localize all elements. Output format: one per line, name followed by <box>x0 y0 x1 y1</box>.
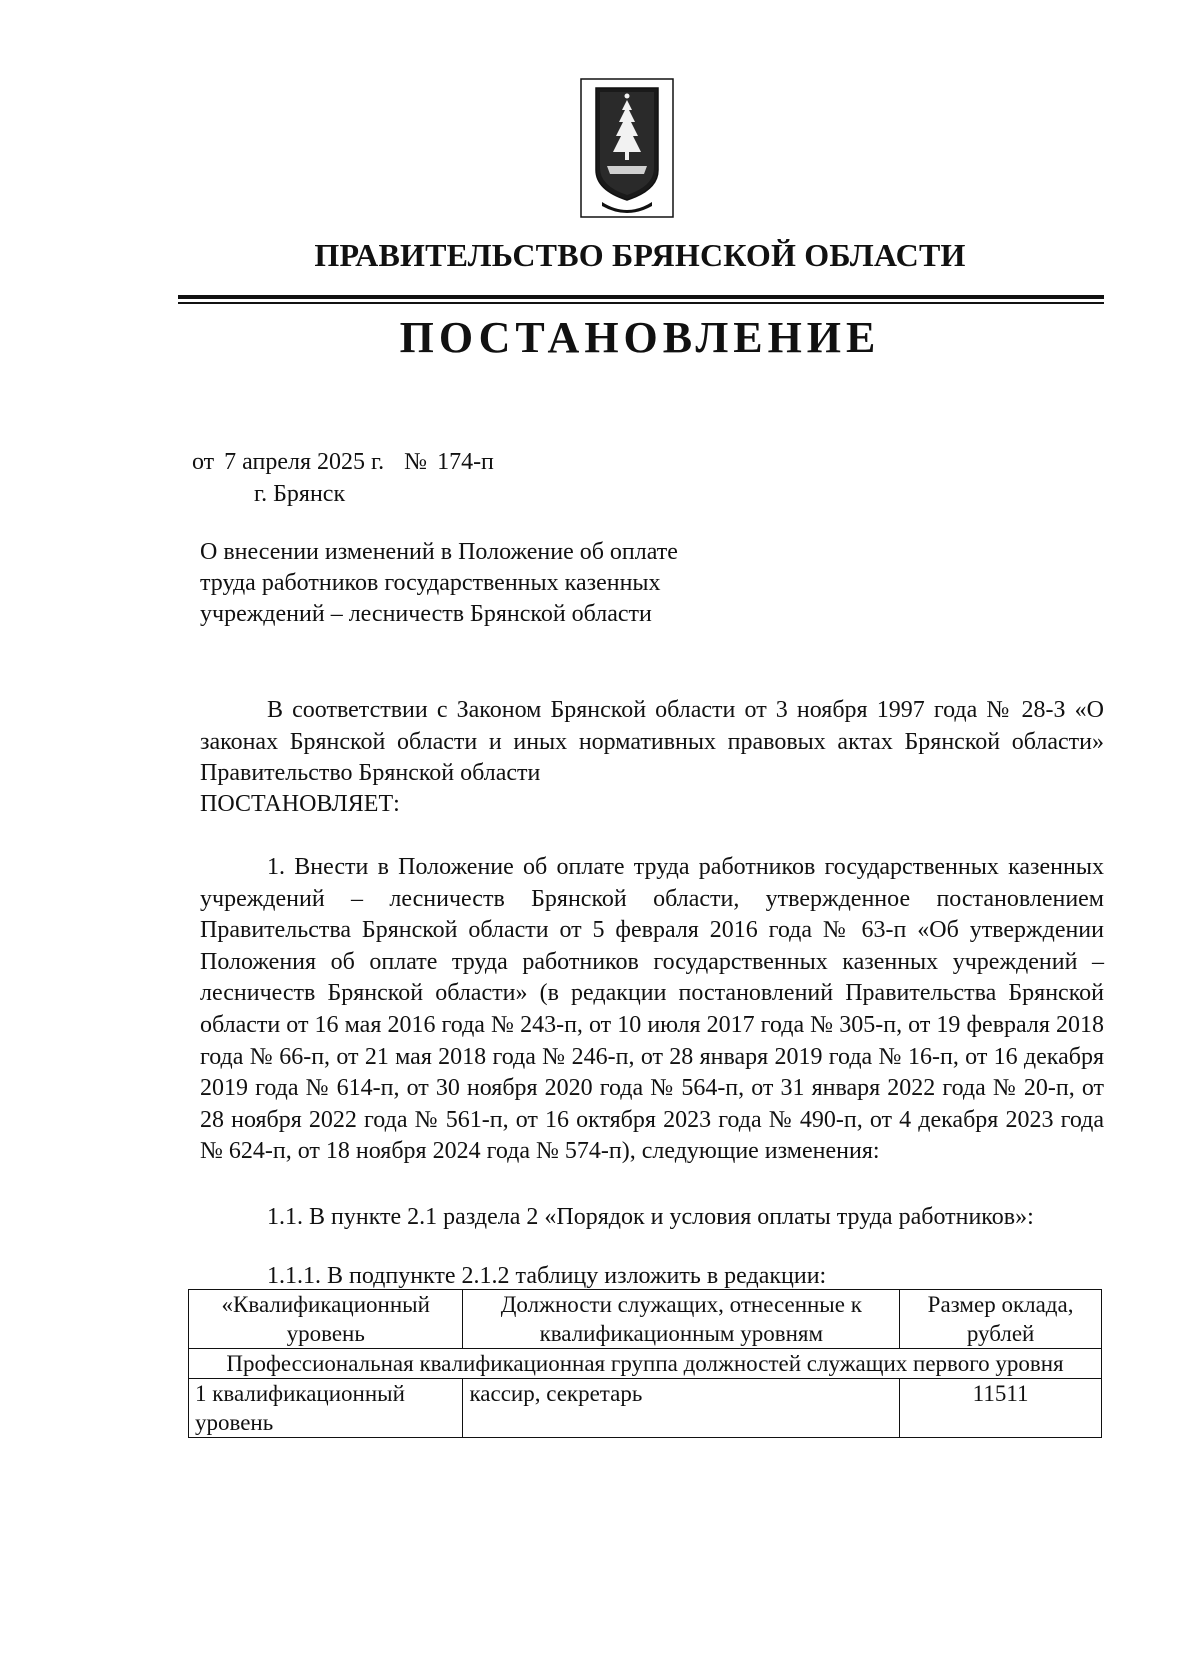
organization-name: ПРАВИТЕЛЬСТВО БРЯНСКОЙ ОБЛАСТИ <box>314 237 966 273</box>
document-city: г. Брянск <box>254 481 346 507</box>
table-header-cell: Размер оклада, рублей <box>900 1290 1102 1349</box>
paragraph-item-1-1: 1.1. В пункте 2.1 раздела 2 «Порядок и условия оплаты труда работников»: <box>267 1204 1034 1230</box>
table-cell-salary: 11511 <box>900 1379 1102 1438</box>
table-cell-positions: кассир, секретарь <box>463 1379 900 1438</box>
document-date: 7 апреля 2025 г. <box>224 449 385 475</box>
table-group-row <box>189 1349 1102 1379</box>
table-header-row <box>189 1290 1102 1349</box>
table-cell-level: 1 квалификационный уровень <box>189 1379 463 1438</box>
document-number: 174-п <box>437 449 494 475</box>
subject-line: труда работников государственных казенных <box>200 570 661 596</box>
document-meta <box>192 446 494 510</box>
paragraph-decree: ПОСТАНОВЛЯЕТ: <box>200 791 400 817</box>
date-prefix: от <box>192 449 215 475</box>
document-type: ПОСТАНОВЛЕНИЕ <box>399 313 881 362</box>
paragraph-item-1: 1. Внести в Положение об оплате труда работников государственных казенных учреждений – лесничеств Брянской области, утвержденное постановлением Правительства Брянской области от 5 февраля 2016 года № 63-п «Об утверждении Положения об оплате труда работников государственных казенных учреждений – лесничеств Брянской области» (в редакции постановлений Правительства Брянской области от 16 мая 2016 года № 243-п, от 10 июля 2017 года № 305-п, от 19 февраля 2018 года № 66-п, от 21 мая 2018 года № 246-п, от 28 января 2019 года № 16-п, от 16 декабря 2019 года № 614-п, от 30 ноября 2020 года № 564-п, от 31 января 2022 года № 20-п, от 28 ноября 2022 года № 561-п, от 16 октября 2023 года № 490-п, от 4 декабря 2023 года № 624-п, от 18 ноября 2024 года № 574-п), следующие изменения: <box>200 854 1104 1165</box>
coat-of-arms-icon <box>580 78 674 218</box>
document-subject <box>200 537 800 630</box>
salary-table <box>188 1289 1102 1438</box>
table-row <box>189 1379 1102 1438</box>
header-rule-thick <box>178 295 1104 299</box>
table-group-title: Профессиональная квалификационная группа должностей служащих первого уровня <box>189 1349 1102 1379</box>
table-header-cell: Должности служащих, отнесенные к квалификационным уровням <box>463 1290 900 1349</box>
paragraph-item-1-1-1: 1.1.1. В подпункте 2.1.2 таблицу изложить в редакции: <box>267 1263 827 1289</box>
paragraph-legal-basis: В соответствии с Законом Брянской области от 3 ноября 1997 года № 28-З «О законах Брянской области и иных нормативных правовых актах Брянской области» Правительство Брянской области <box>200 697 1104 787</box>
table-header-cell: «Квалификационный уровень <box>189 1290 463 1349</box>
subject-line: учреждений – лесничеств Брянской области <box>200 601 652 627</box>
header-rule-thin <box>178 302 1104 304</box>
number-sign: № <box>404 449 428 475</box>
subject-line: О внесении изменений в Положение об оплате <box>200 539 678 565</box>
